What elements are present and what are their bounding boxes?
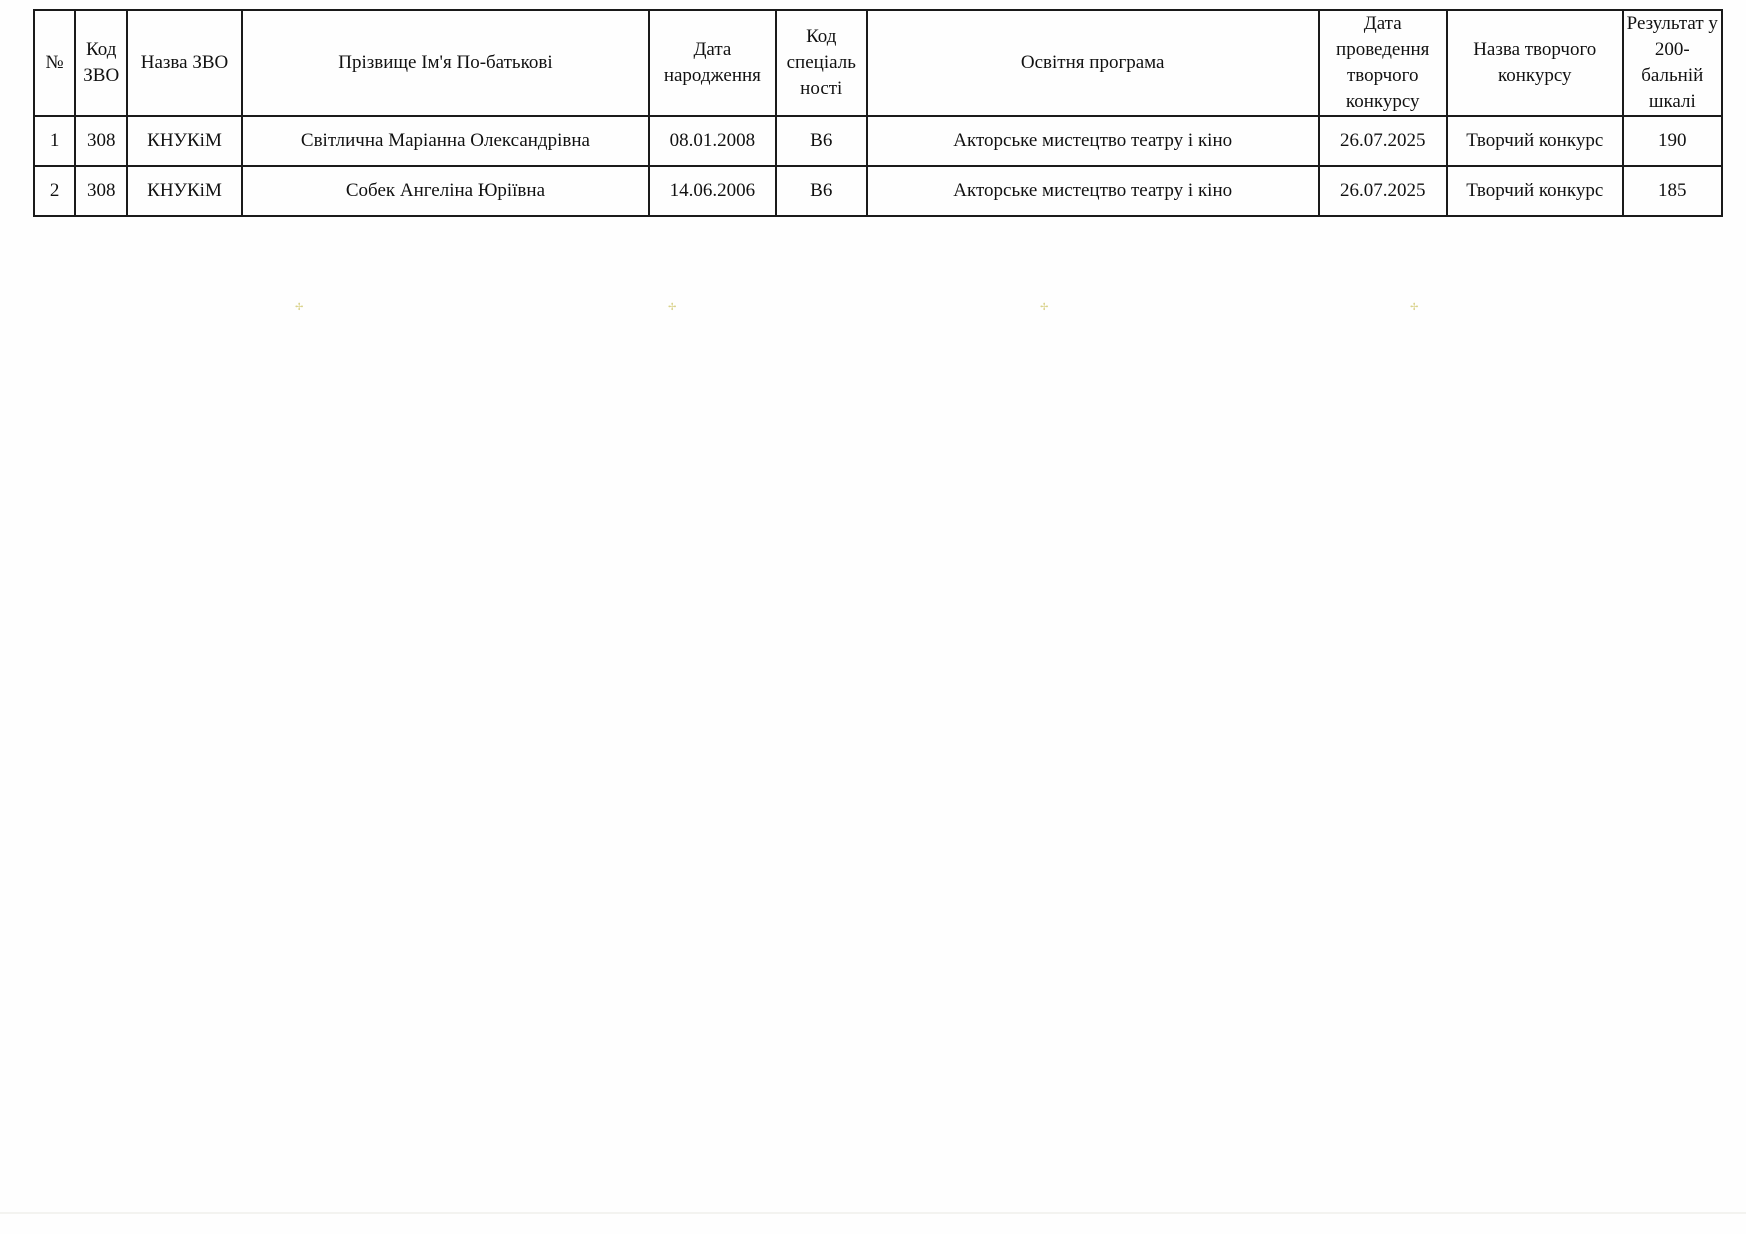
cell-score: 185 (1623, 166, 1722, 216)
scan-bottom-edge (0, 1212, 1746, 1214)
header-birth-date-label: Дата народження (663, 39, 761, 86)
cell-zvo-name: КНУКіМ (127, 116, 241, 166)
table-row (34, 166, 1722, 216)
header-contest-date-label: Дата проведення творчого конкурсу (1336, 13, 1430, 112)
cell-program: Акторське мистецтво театру і кіно (867, 166, 1319, 216)
header-zvo-code (75, 10, 127, 116)
applicants-results-table (33, 9, 1723, 217)
cell-contest-date: 26.07.2025 (1319, 166, 1447, 216)
header-full-name-label: Прізвище Ім'я По-батькові (338, 52, 553, 73)
cell-score: 190 (1623, 116, 1722, 166)
cell-contest-name: Творчий конкурс (1447, 166, 1623, 216)
cell-birth-date: 14.06.2006 (649, 166, 775, 216)
scan-speck-mark: ✢ (1040, 302, 1049, 313)
cell-contest-date: 26.07.2025 (1319, 116, 1447, 166)
header-contest-date (1319, 10, 1447, 116)
cell-zvo-code: 308 (75, 116, 127, 166)
header-birth-date (649, 10, 775, 116)
cell-birth-date: 08.01.2008 (649, 116, 775, 166)
header-zvo-code-label: Код ЗВО (83, 39, 120, 86)
cell-contest-name: Творчий конкурс (1447, 116, 1623, 166)
header-num (34, 10, 75, 116)
scan-speck-mark: ✢ (1410, 302, 1419, 313)
table-header (34, 10, 1722, 116)
cell-full-name: Собек Ангеліна Юріївна (242, 166, 649, 216)
header-zvo-name-label: Назва ЗВО (140, 52, 229, 73)
header-contest-name-label: Назва творчого конкурсу (1473, 39, 1597, 86)
cell-program: Акторське мистецтво театру і кіно (867, 116, 1319, 166)
header-spec-code-label: Код спеціаль ності (786, 26, 856, 99)
header-zvo-name (127, 10, 241, 116)
header-spec-code (776, 10, 867, 116)
cell-full-name: Світлична Маріанна Олександрівна (242, 116, 649, 166)
header-num-label: № (45, 52, 64, 73)
scan-speck-mark: ✢ (668, 302, 677, 313)
table-body (34, 116, 1722, 216)
header-score-label: Результат у 200-бальній шкалі (1626, 13, 1718, 112)
scan-speck-mark: ✢ (295, 302, 304, 313)
header-program (867, 10, 1319, 116)
cell-num: 1 (34, 116, 75, 166)
cell-num: 2 (34, 166, 75, 216)
header-score (1623, 10, 1722, 116)
cell-spec-code: В6 (776, 166, 867, 216)
header-row (34, 10, 1722, 116)
cell-zvo-code: 308 (75, 166, 127, 216)
header-contest-name (1447, 10, 1623, 116)
header-program-label: Освітня програма (1020, 52, 1165, 73)
table-row (34, 116, 1722, 166)
header-full-name (242, 10, 649, 116)
cell-zvo-name: КНУКіМ (127, 166, 241, 216)
cell-spec-code: В6 (776, 116, 867, 166)
